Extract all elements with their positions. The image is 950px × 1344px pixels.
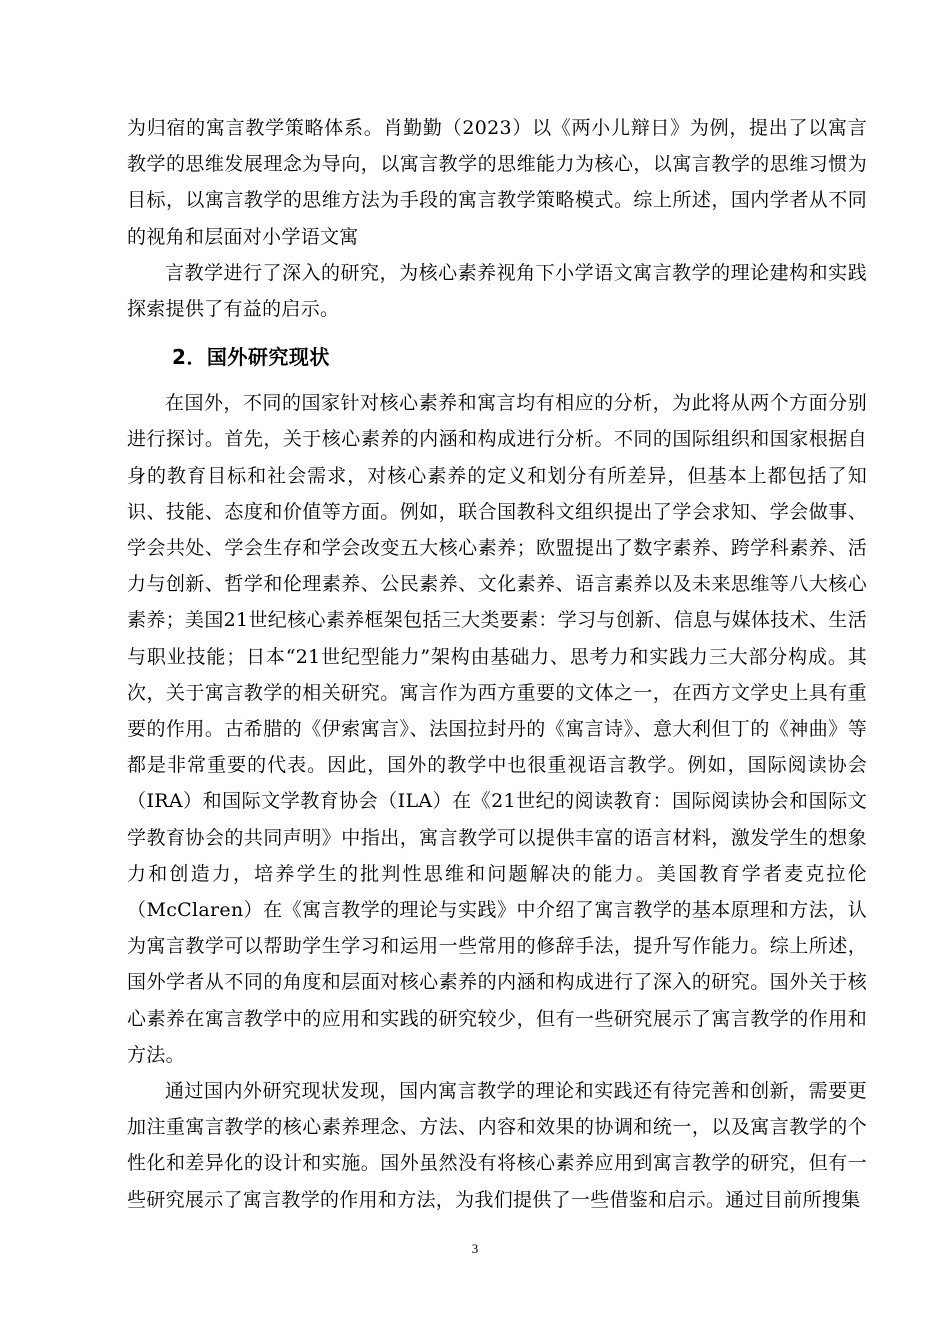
paragraph-foreign-research: 在国外，不同的国家针对核心素养和寓言均有相应的分析，为此将从两个方面分别进行探讨。首先，关于核心素养的内涵和构成进行分析。不同的国际组织和国家根据自身的教育目标和社会需求，对核心素养的定义和划分有所差异，但基本上都包括了知识、技能、态度和价值等方面。例如，联合国教科文组织提出了学会求知、学会做事、学会共处、学会生存和学会改变五大核心素养；欧盟提出了数字素养、跨学科素养、活力与创新、哲学和伦理素养、公民素养、文化素养、语言素养以及未来思维等八大核心素养；美国21世纪核心素养框架包括三大类要素：学习与创新、信息与媒体技术、生活与职业技能；日本“21世纪型能力”架构由基础力、思考力和实践力三大部分构成。其次，关于寓言教学的相关研究。寓言作为西方重要的文体之一，在西方文学史上具有重要的作用。古希腊的《伊索寓言》、法国拉封丹的《寓言诗》、意大利但丁的《神曲》等都是非常重要的代表。因此，国外的教学中也很重视语言教学。例如，国际阅读协会（IRA）和国际文学教育协会（ILA）在《21世纪的阅读教育：国际阅读协会和国际文学教育协会的共同声明》中指出，寓言教学可以提供丰富的语言材料，激发学生的想象力和创造力，培养学生的批判性思维和问题解决的能力。美国教育学者麦克拉伦（McClaren）在《寓言教学的理论与实践》中介绍了寓言教学的基本原理和方法，认为寓言教学可以帮助学生学习和运用一些常用的修辞手法，提升写作能力。综上所述，国外学者从不同的角度和层面对核心素养的内涵和构成进行了深入的研究。国外关于核心素养在寓言教学中的应用和实践的研究较少，但有一些研究展示了寓言教学的作用和方法。 — [127, 392, 867, 1066]
paragraph-domestic-summary: 为归宿的寓言教学策略体系。肖勤勤（2023）以《两小儿辩日》为例，提出了以寓言教学的思维发展理念为导向，以寓言教学的思维能力为核心，以寓言教学的思维习惯为目标，以寓言教学的思维方法为手段的寓言教学策略模式。综上所述，国内学者从不同的视角和层面对小学语文寓 — [127, 117, 867, 248]
paragraph-overall-summary: 通过国内外研究现状发现，国内寓言教学的理论和实践还有待完善和创新，需要更加注重寓言教学的核心素养理念、方法、内容和效果的协调和统一，以及寓言教学的个性化和差异化的设计和实施。国外虽然没有将核心素养应用到寓言教学的研究，但有一些研究展示了寓言教学的作用和方法，为我们提供了一些借鉴和启示。通过目前所搜集 — [127, 1080, 867, 1211]
page-number: 3 — [471, 1241, 479, 1256]
paragraph-domestic-conclusion: 言教学进行了深入的研究，为核心素养视角下小学语文寓言教学的理论建构和实践探索提供了有益的启示。 — [127, 261, 867, 321]
page-content — [127, 110, 867, 1218]
section-heading: 2．国外研究现状 — [172, 345, 330, 370]
